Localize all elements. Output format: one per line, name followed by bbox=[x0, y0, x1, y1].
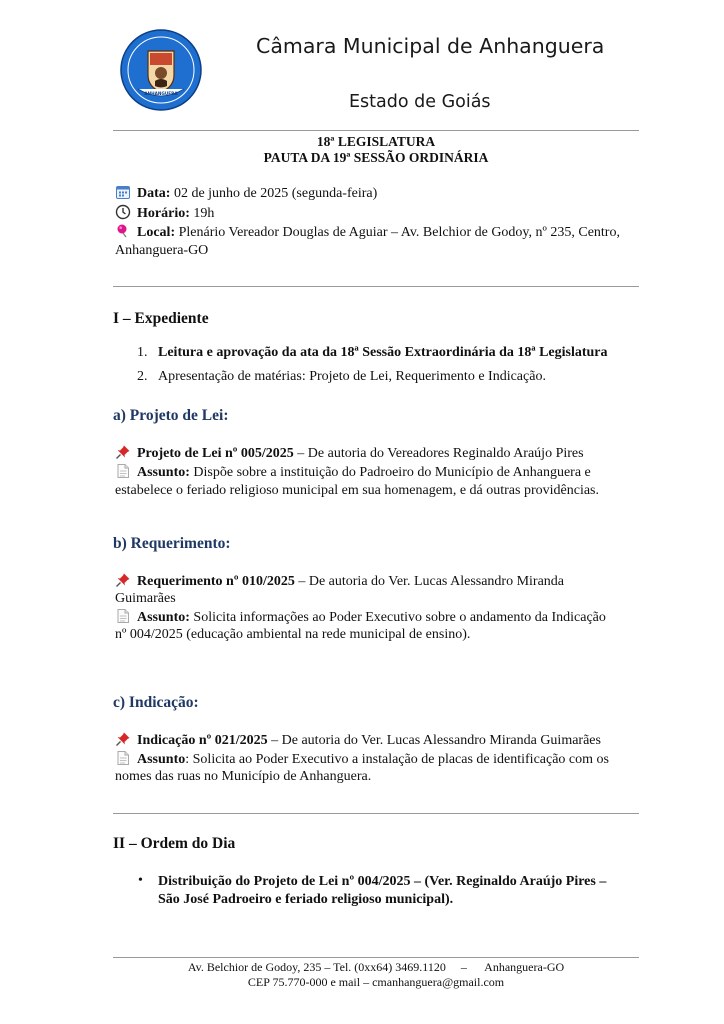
ordem-item-line-1: Distribuição do Projeto de Lei nº 004/2025 – (Ver. Reginaldo Araújo Pires – bbox=[158, 874, 607, 889]
ordem-heading: II – Ordem do Dia bbox=[113, 835, 236, 852]
legislature-title: 18ª LEGISLATURA bbox=[316, 134, 436, 149]
ordem-bullet: • bbox=[138, 873, 143, 888]
footer-divider bbox=[113, 957, 639, 958]
projeto-subject-text: Dispõe sobre a instituição do Padroeiro do Município de Anhanguera e bbox=[189, 465, 591, 480]
session-time-line bbox=[115, 204, 214, 223]
indicacao-heading: c) Indicação: bbox=[113, 694, 199, 711]
requerimento-subject-text: Solicita informações ao Poder Executivo sobre o andamento da Indicação bbox=[189, 610, 606, 625]
projeto-author: – De autoria do Vereadores Reginaldo Araújo Pires bbox=[293, 446, 584, 461]
indicacao-subject-line bbox=[115, 750, 609, 769]
indicacao-author: – De autoria do Ver. Lucas Alessandro Miranda Guimarães bbox=[267, 733, 601, 748]
document-icon bbox=[115, 750, 131, 766]
projeto-reference-line bbox=[115, 444, 584, 463]
document-icon bbox=[115, 608, 131, 624]
projeto-number: Projeto de Lei nº 005/2025 bbox=[137, 446, 294, 461]
requerimento-subject-line-2: nº 004/2025 (educação ambiental na rede municipal de ensino). bbox=[115, 627, 471, 642]
section-divider bbox=[113, 813, 639, 814]
chamber-name: Câmara Municipal de Anhanguera bbox=[256, 34, 605, 58]
requerimento-subject-label: Assunto: bbox=[137, 610, 190, 625]
time-value: 19h bbox=[189, 206, 215, 221]
map-pin-icon bbox=[115, 223, 131, 239]
requerimento-heading: b) Requerimento: bbox=[113, 535, 231, 552]
agenda-title: PAUTA DA 19ª SESSÃO ORDINÁRIA bbox=[263, 150, 489, 165]
date-label: Data: bbox=[137, 186, 171, 201]
projeto-subject-label: Assunto: bbox=[137, 465, 190, 480]
requerimento-subject-line bbox=[115, 608, 606, 627]
pushpin-icon bbox=[115, 572, 131, 588]
indicacao-subject-line-2: nomes das ruas no Município de Anhanguera. bbox=[115, 769, 372, 784]
requerimento-author: – De autoria do Ver. Lucas Alessandro Miranda bbox=[294, 574, 565, 589]
pushpin-icon bbox=[115, 731, 131, 747]
calendar-icon bbox=[115, 184, 131, 200]
indicacao-reference-line bbox=[115, 731, 601, 750]
indicacao-subject-label: Assunto bbox=[137, 752, 186, 767]
state-name: Estado de Goiás bbox=[349, 92, 491, 112]
section-divider bbox=[113, 286, 639, 287]
clock-icon bbox=[115, 204, 131, 220]
time-label: Horário: bbox=[137, 206, 190, 221]
session-place-line-2: Anhanguera-GO bbox=[115, 243, 209, 258]
place-label: Local: bbox=[137, 225, 176, 240]
place-value: Plenário Vereador Douglas de Aguiar – Av. Belchior de Godoy, nº 235, Centro, bbox=[175, 225, 620, 240]
requerimento-author-line-2: Guimarães bbox=[115, 591, 176, 606]
requerimento-number: Requerimento nº 010/2025 bbox=[137, 574, 295, 589]
document-icon bbox=[115, 463, 131, 479]
projeto-subject-line bbox=[115, 463, 591, 482]
expediente-heading: I – Expediente bbox=[113, 310, 209, 327]
session-date-line bbox=[115, 184, 377, 203]
expediente-item-2: 2. Apresentação de matérias: Projeto de Lei, Requerimento e Indicação. bbox=[137, 369, 546, 384]
session-place-line bbox=[115, 223, 620, 242]
ordem-item-line-2: São José Padroeiro e feriado religioso municipal). bbox=[158, 892, 454, 907]
requerimento-reference-line bbox=[115, 572, 564, 591]
footer-contact: CEP 75.770-000 e mail – cmanhanguera@gmail.com bbox=[247, 975, 505, 989]
expediente-item-1: 1. Leitura e aprovação da ata da 18ª Sessão Extraordinária da 18ª Legislatura bbox=[137, 345, 608, 360]
municipal-seal-icon bbox=[120, 29, 202, 111]
header-divider bbox=[113, 130, 639, 131]
svg-text:ANHANGUERA: ANHANGUERA bbox=[144, 91, 178, 96]
indicacao-number: Indicação nº 021/2025 bbox=[137, 733, 268, 748]
projeto-heading: a) Projeto de Lei: bbox=[113, 407, 229, 424]
indicacao-subject-text: : Solicita ao Poder Executivo a instalação de placas de identificação com os bbox=[185, 752, 609, 767]
footer-address: Av. Belchior de Godoy, 235 – Tel. (0xx64) 3469.1120 – Anhanguera-GO bbox=[187, 960, 565, 974]
date-value: 02 de junho de 2025 (segunda-feira) bbox=[170, 186, 378, 201]
pushpin-icon bbox=[115, 444, 131, 460]
projeto-subject-line-2: estabelece o feriado religioso municipal em sua homenagem, e dá outras providências. bbox=[115, 483, 599, 498]
